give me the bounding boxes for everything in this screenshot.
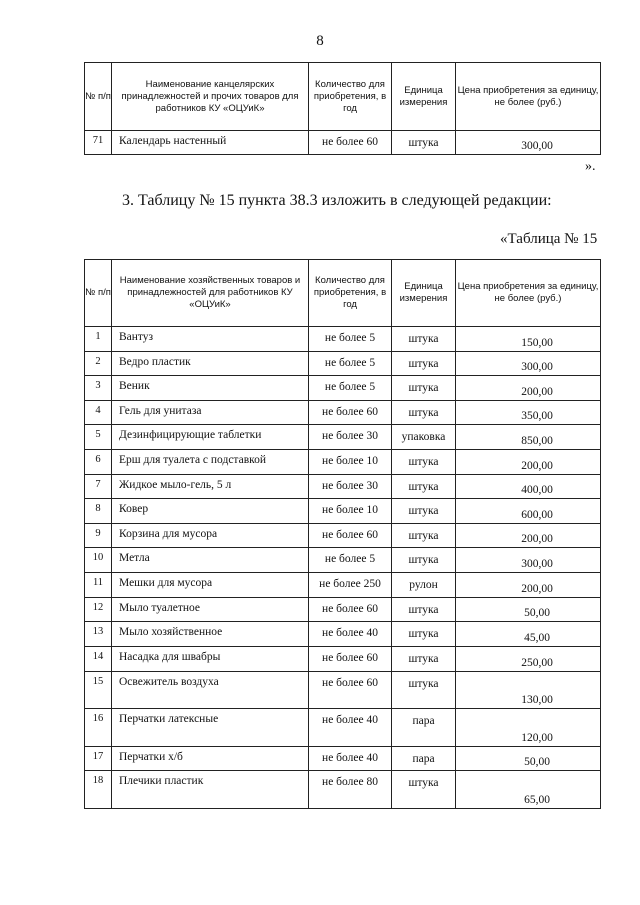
cell-num: 12 (85, 598, 112, 622)
cell-name: Ковер (112, 499, 309, 524)
cell-price: 50,00 (456, 598, 601, 622)
cell-name: Освежитель воздуха (112, 672, 309, 709)
cell-num: 18 (85, 771, 112, 809)
cell-qty: не более 40 (309, 709, 392, 747)
cell-price: 45,00 (456, 622, 601, 647)
cell-qty: не более 30 (309, 475, 392, 499)
table-header-row (85, 260, 601, 327)
cell-name: Метла (112, 548, 309, 573)
cell-qty: не более 30 (309, 425, 392, 450)
cell-num: 6 (85, 450, 112, 475)
cell-num: 10 (85, 548, 112, 573)
cell-qty: не более 5 (309, 352, 392, 376)
cell-num: 11 (85, 573, 112, 598)
cell-unit: штука (392, 647, 456, 672)
cell-price: 250,00 (456, 647, 601, 672)
cell-price: 130,00 (456, 672, 601, 709)
household-goods-table (84, 259, 601, 809)
table-row (85, 450, 601, 475)
cell-num: 7 (85, 475, 112, 499)
cell-name: Перчатки х/б (112, 747, 309, 771)
cell-qty: не более 10 (309, 499, 392, 524)
cell-name: Мыло хозяйственное (112, 622, 309, 647)
table-row (85, 524, 601, 548)
table-row (85, 598, 601, 622)
cell-num: 3 (85, 376, 112, 401)
table-row (85, 376, 601, 401)
cell-name: Веник (112, 376, 309, 401)
table-row (85, 475, 601, 499)
cell-num: 4 (85, 401, 112, 425)
col-header-qty: Количество для приобретения, в год (309, 63, 392, 131)
cell-num: 71 (85, 131, 112, 155)
table-row (85, 425, 601, 450)
col-header-price: Цена приобретения за единицу, не более (руб.) (456, 63, 601, 131)
cell-unit: штука (392, 376, 456, 401)
instruction-text: 3. Таблицу № 15 пункта 38.3 изложить в следующей редакции: (122, 192, 552, 209)
cell-unit: штука (392, 401, 456, 425)
cell-price: 350,00 (456, 401, 601, 425)
cell-num: 13 (85, 622, 112, 647)
table-row (85, 352, 601, 376)
cell-price: 300,00 (456, 548, 601, 573)
table-row (85, 401, 601, 425)
cell-name: Жидкое мыло-гель, 5 л (112, 475, 309, 499)
col-header-num: № п/п (85, 63, 112, 131)
cell-qty: не более 5 (309, 327, 392, 352)
cell-price: 200,00 (456, 524, 601, 548)
cell-qty: не более 40 (309, 747, 392, 771)
col-header-price: Цена приобретения за единицу, не более (руб.) (456, 260, 601, 327)
table-row (85, 771, 601, 809)
cell-qty: не более 60 (309, 598, 392, 622)
table-row (85, 327, 601, 352)
cell-name: Календарь настенный (112, 131, 309, 155)
cell-unit: рулон (392, 573, 456, 598)
cell-num: 9 (85, 524, 112, 548)
cell-unit: пара (392, 747, 456, 771)
cell-qty: не более 60 (309, 672, 392, 709)
closing-quote: ». (585, 159, 596, 174)
cell-price: 850,00 (456, 425, 601, 450)
cell-price: 150,00 (456, 327, 601, 352)
table-title: «Таблица № 15 (500, 231, 598, 247)
cell-price: 300,00 (456, 352, 601, 376)
cell-price: 600,00 (456, 499, 601, 524)
cell-qty: не более 60 (309, 524, 392, 548)
cell-name: Мешки для мусора (112, 573, 309, 598)
cell-num: 5 (85, 425, 112, 450)
cell-qty: не более 40 (309, 622, 392, 647)
cell-name: Насадка для швабры (112, 647, 309, 672)
cell-qty: не более 10 (309, 450, 392, 475)
cell-price: 200,00 (456, 573, 601, 598)
cell-unit: штука (392, 450, 456, 475)
table-row (85, 647, 601, 672)
col-header-num: № п/п (85, 260, 112, 327)
page-number: 8 (316, 33, 324, 49)
table-row (85, 548, 601, 573)
cell-price: 400,00 (456, 475, 601, 499)
cell-num: 8 (85, 499, 112, 524)
cell-qty: не более 5 (309, 376, 392, 401)
cell-num: 1 (85, 327, 112, 352)
table-row (85, 709, 601, 747)
cell-qty: не более 60 (309, 647, 392, 672)
stationery-table (84, 62, 601, 155)
cell-unit: штука (392, 598, 456, 622)
table-row (85, 747, 601, 771)
cell-name: Дезинфицирующие таблетки (112, 425, 309, 450)
cell-unit: штука (392, 327, 456, 352)
cell-name: Ведро пластик (112, 352, 309, 376)
cell-num: 16 (85, 709, 112, 747)
cell-name: Плечики пластик (112, 771, 309, 809)
cell-name: Корзина для мусора (112, 524, 309, 548)
cell-qty: не более 5 (309, 548, 392, 573)
cell-qty: не более 60 (309, 131, 392, 155)
col-header-qty: Количество для приобретения, в год (309, 260, 392, 327)
cell-unit: упаковка (392, 425, 456, 450)
cell-unit: штука (392, 499, 456, 524)
cell-price: 120,00 (456, 709, 601, 747)
table-header-row (85, 63, 601, 131)
cell-unit: штука (392, 475, 456, 499)
cell-num: 14 (85, 647, 112, 672)
cell-name: Вантуз (112, 327, 309, 352)
cell-price: 50,00 (456, 747, 601, 771)
cell-unit: штука (392, 524, 456, 548)
cell-name: Мыло туалетное (112, 598, 309, 622)
cell-price: 200,00 (456, 376, 601, 401)
cell-unit: пара (392, 709, 456, 747)
table-row (85, 131, 601, 155)
cell-name: Ерш для туалета с подставкой (112, 450, 309, 475)
cell-qty: не более 250 (309, 573, 392, 598)
cell-num: 17 (85, 747, 112, 771)
cell-unit: штука (392, 131, 456, 155)
col-header-name: Наименование хозяйственных товаров и принадлежностей для работников КУ «ОЦУиК» (112, 260, 309, 327)
cell-qty: не более 80 (309, 771, 392, 809)
cell-unit: штука (392, 771, 456, 809)
cell-num: 2 (85, 352, 112, 376)
cell-name: Перчатки латексные (112, 709, 309, 747)
cell-price: 65,00 (456, 771, 601, 809)
table-row (85, 672, 601, 709)
cell-unit: штука (392, 352, 456, 376)
table-row (85, 573, 601, 598)
col-header-unit: Единица измерения (392, 63, 456, 131)
cell-num: 15 (85, 672, 112, 709)
col-header-unit: Единица измерения (392, 260, 456, 327)
cell-unit: штука (392, 548, 456, 573)
table-row (85, 622, 601, 647)
cell-price: 300,00 (456, 131, 601, 155)
cell-price: 200,00 (456, 450, 601, 475)
col-header-name: Наименование канцелярских принадлежностей и прочих товаров для работников КУ «ОЦУиК» (112, 63, 309, 131)
cell-name: Гель для унитаза (112, 401, 309, 425)
cell-qty: не более 60 (309, 401, 392, 425)
cell-unit: штука (392, 622, 456, 647)
cell-unit: штука (392, 672, 456, 709)
table-row (85, 499, 601, 524)
